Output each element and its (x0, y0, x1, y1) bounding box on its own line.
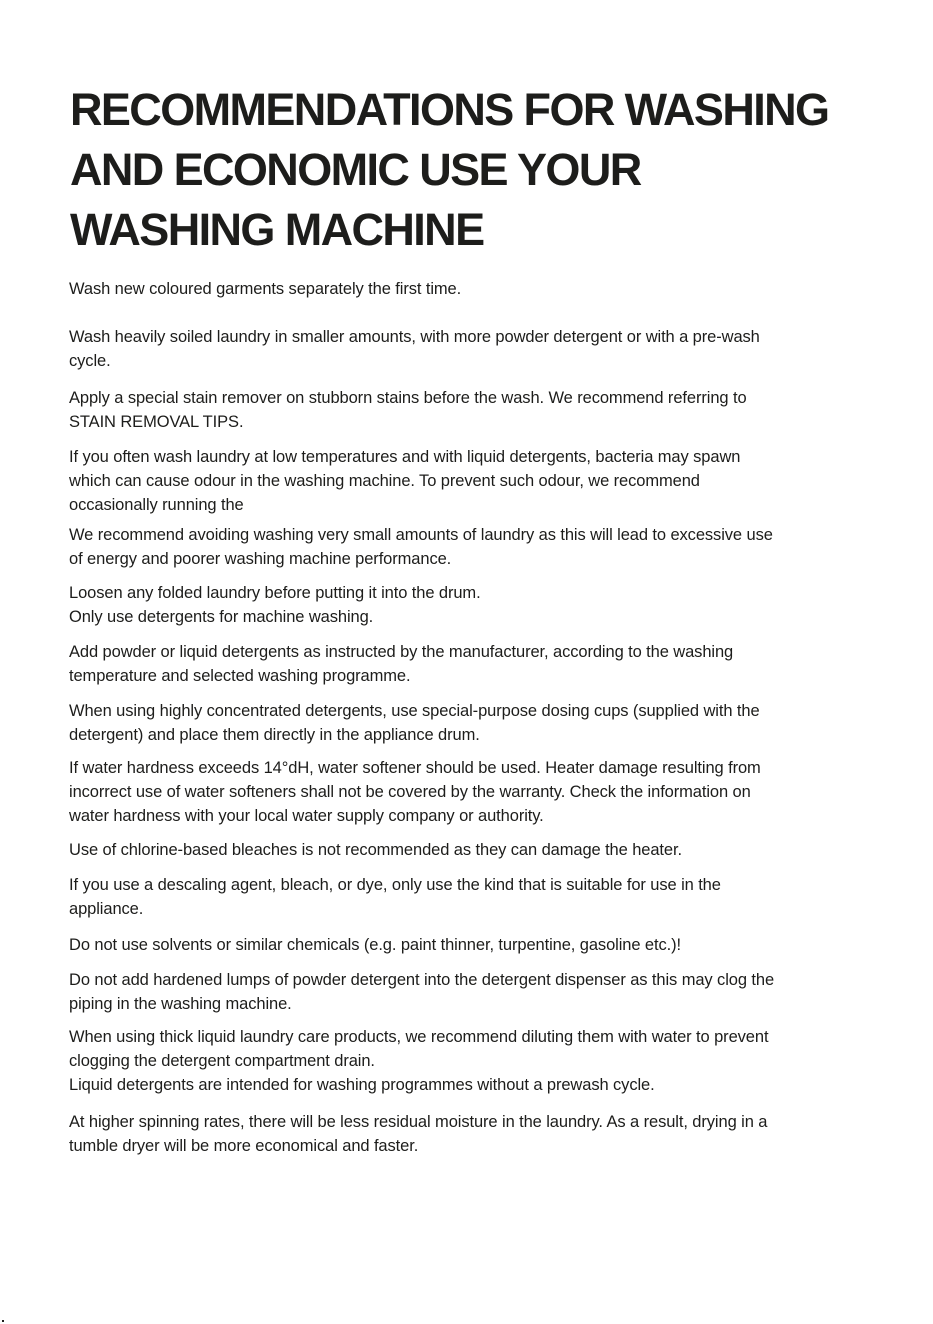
text-line: Use of chlorine-based bleaches is not recommended as they can damage the heater. (69, 841, 682, 859)
paragraph-stain-remover (69, 386, 747, 434)
title-line: AND ECONOMIC USE YOUR (70, 144, 641, 195)
paragraph-hardened-lumps (69, 968, 774, 1016)
text-line: If you use a descaling agent, bleach, or dye, only use the kind that is suitable for use in the (69, 876, 721, 894)
text-line: Wash heavily soiled laundry in smaller amounts, with more powder detergent or with a pre-wash (69, 328, 760, 346)
paragraph-low-temperatures (69, 445, 740, 517)
text-line: temperature and selected washing programme. (69, 667, 411, 685)
text-line: Do not add hardened lumps of powder detergent into the detergent dispenser as this may clog the (69, 971, 775, 989)
text-line: which can cause odour in the washing machine. To prevent such odour, we recommend (69, 472, 700, 490)
text-line: Loosen any folded laundry before putting it into the drum. (69, 584, 481, 602)
text-line: piping in the washing machine. (69, 995, 292, 1013)
paragraph-chlorine-bleaches (69, 838, 682, 862)
text-line: of energy and poorer washing machine performance. (69, 550, 452, 568)
text-line: When using highly concentrated detergents, use special-purpose dosing cups (supplied with the (69, 702, 760, 720)
paragraph-spinning-rates (69, 1110, 767, 1158)
text-line: occasionally running the (69, 496, 244, 514)
title-line: WASHING MACHINE (70, 204, 484, 255)
paragraph-add-detergents (69, 640, 733, 688)
paragraph-descaling-agent (69, 873, 721, 921)
paragraph-concentrated-detergents (69, 699, 760, 747)
text-line: If you often wash laundry at low temperatures and with liquid detergents, bacteria may spawn (69, 448, 741, 466)
text-line: Apply a special stain remover on stubborn stains before the wash. We recommend referring to (69, 389, 747, 407)
title-line: RECOMMENDATIONS FOR WASHING (70, 84, 829, 135)
paragraph-small-amounts (69, 523, 773, 571)
text-line: appliance. (69, 900, 144, 918)
paragraph-heavily-soiled (69, 325, 760, 373)
text-line: water hardness with your local water supply company or authority. (69, 807, 544, 825)
text-line: Add powder or liquid detergents as instructed by the manufacturer, according to the washing (69, 643, 734, 661)
text-line: Wash new coloured garments separately the first time. (69, 280, 462, 298)
text-line: Only use detergents for machine washing. (69, 608, 374, 626)
paragraph-solvents (69, 933, 681, 957)
text-line: If water hardness exceeds 14°dH, water softener should be used. Heater damage resulting from (69, 759, 761, 777)
text-line: cycle. (69, 352, 111, 370)
text-line: tumble dryer will be more economical and faster. (69, 1137, 419, 1155)
text-line: detergent) and place them directly in the appliance drum. (69, 726, 480, 744)
page-title (70, 80, 828, 260)
text-line: Do not use solvents or similar chemicals (e.g. paint thinner, turpentine, gasoline etc.)! (69, 936, 681, 954)
paragraph-water-hardness (69, 756, 761, 828)
text-line: Liquid detergents are intended for washing programmes without a prewash cycle. (69, 1076, 655, 1094)
text-line: When using thick liquid laundry care products, we recommend diluting them with water to prevent (69, 1028, 769, 1046)
text-line: We recommend avoiding washing very small amounts of laundry as this will lead to excessive use (69, 526, 773, 544)
paragraph-new-coloured-garments (69, 277, 461, 301)
text-line: STAIN REMOVAL TIPS. (69, 413, 244, 431)
paragraph-thick-liquid-products (69, 1025, 768, 1097)
text-line: clogging the detergent compartment drain. (69, 1052, 375, 1070)
paragraph-loosen-laundry (69, 581, 481, 629)
text-line: At higher spinning rates, there will be less residual moisture in the laundry. As a result, drying in a (69, 1113, 768, 1131)
text-line: incorrect use of water softeners shall not be covered by the warranty. Check the information on (69, 783, 751, 801)
corner-mark (2, 1320, 4, 1322)
